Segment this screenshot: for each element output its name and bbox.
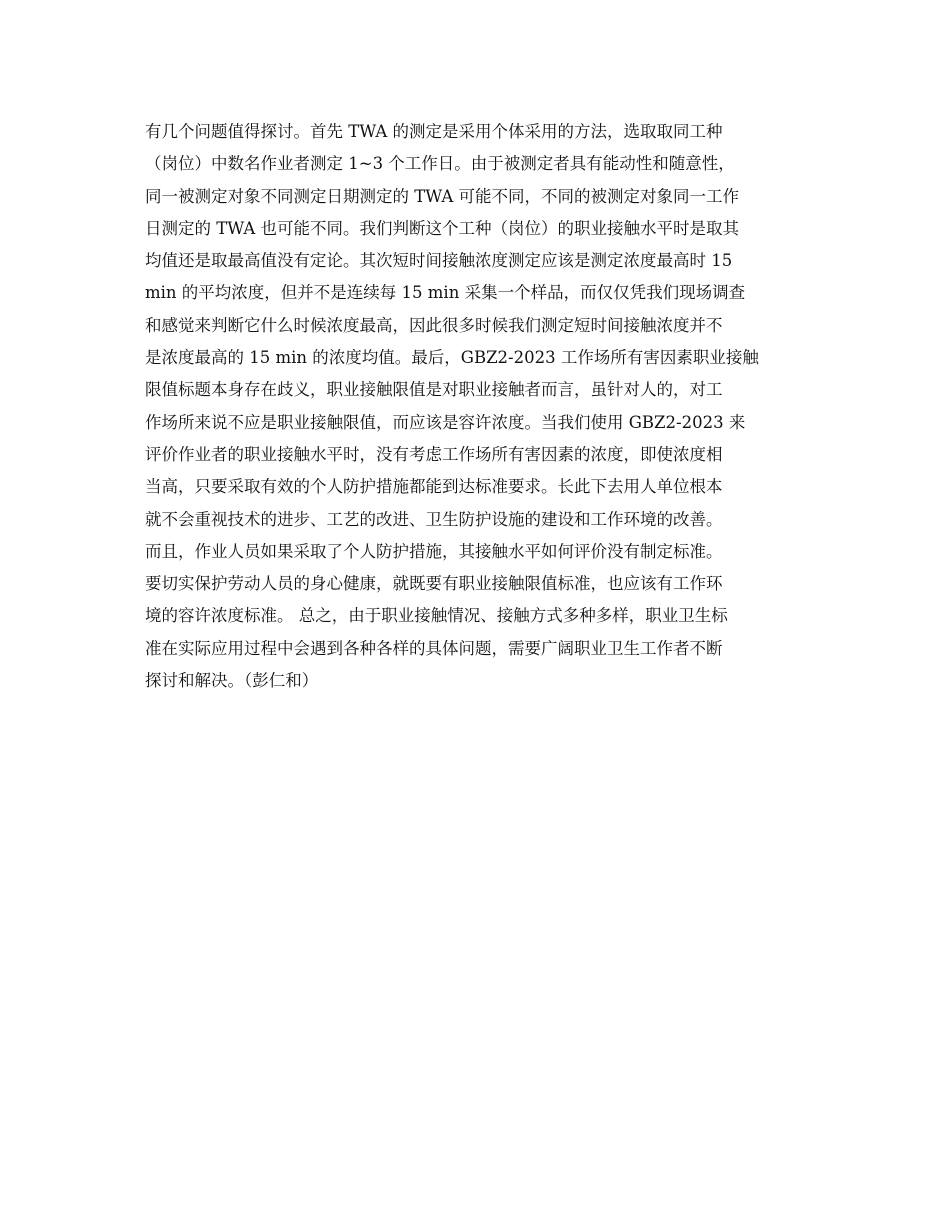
paragraph-line-1: 有几个问题值得探讨。首先 TWA 的测定是采用个体采用的方法，选取取同工种 bbox=[145, 122, 723, 141]
paragraph-line-7: 和感觉来判断它什么时候浓度最高，因此很多时候我们测定短时间接触浓度并不 bbox=[145, 315, 723, 335]
paragraph-line-2: （岗位）中数名作业者测定 1~3 个工作日。由于被测定者具有能动性和随意性， bbox=[145, 154, 735, 174]
paragraph-line-8: 是浓度最高的 15 min 的浓度均值。最后，GBZ2-2023 工作场所有害因素职业接触 bbox=[145, 348, 759, 368]
paragraph-line-18: 探讨和解决。（彭仁和） bbox=[145, 671, 319, 691]
paragraph-line-15: 要切实保护劳动人员的身心健康，就既要有职业接触限值标准，也应该有工作环 bbox=[145, 574, 723, 594]
body-paragraph bbox=[145, 116, 815, 697]
paragraph-line-10: 作场所来说不应是职业接触限值，而应该是容许浓度。当我们使用 GBZ2-2023 来 bbox=[145, 412, 746, 432]
paragraph-line-12: 当高，只要采取有效的个人防护措施都能到达标准要求。长此下去用人单位根本 bbox=[145, 477, 723, 497]
paragraph-line-9: 限值标题本身存在歧义，职业接触限值是对职业接触者而言，虽针对人的，对工 bbox=[145, 380, 723, 400]
paragraph-line-4: 日测定的 TWA 也可能不同。我们判断这个工种（岗位）的职业接触水平时是取其 bbox=[145, 218, 740, 238]
paragraph-line-16: 境的容许浓度标准。 总之，由于职业接触情况、接触方式多种多样，职业卫生标 bbox=[145, 606, 728, 626]
paragraph-line-13: 就不会重视技术的进步、工艺的改进、卫生防护设施的建设和工作环境的改善。 bbox=[145, 509, 723, 529]
paragraph-line-6: min 的平均浓度，但并不是连续每 15 min 采集一个样品，而仅仅凭我们现场调查 bbox=[145, 283, 746, 303]
paragraph-line-11: 评价作业者的职业接触水平时，没有考虑工作场所有害因素的浓度，即使浓度相 bbox=[145, 444, 723, 464]
paragraph-line-17: 准在实际应用过程中会遇到各种各样的具体问题，需要广阔职业卫生工作者不断 bbox=[145, 638, 723, 658]
paragraph-line-3: 同一被测定对象不同测定日期测定的 TWA 可能不同，不同的被测定对象同一工作 bbox=[145, 186, 740, 206]
paragraph-line-14: 而且，作业人员如果采取了个人防护措施，其接触水平如何评价没有制定标准。 bbox=[145, 541, 723, 561]
paragraph-line-5: 均值还是取最高值没有定论。其次短时间接触浓度测定应该是测定浓度最高时 15 bbox=[145, 251, 733, 271]
